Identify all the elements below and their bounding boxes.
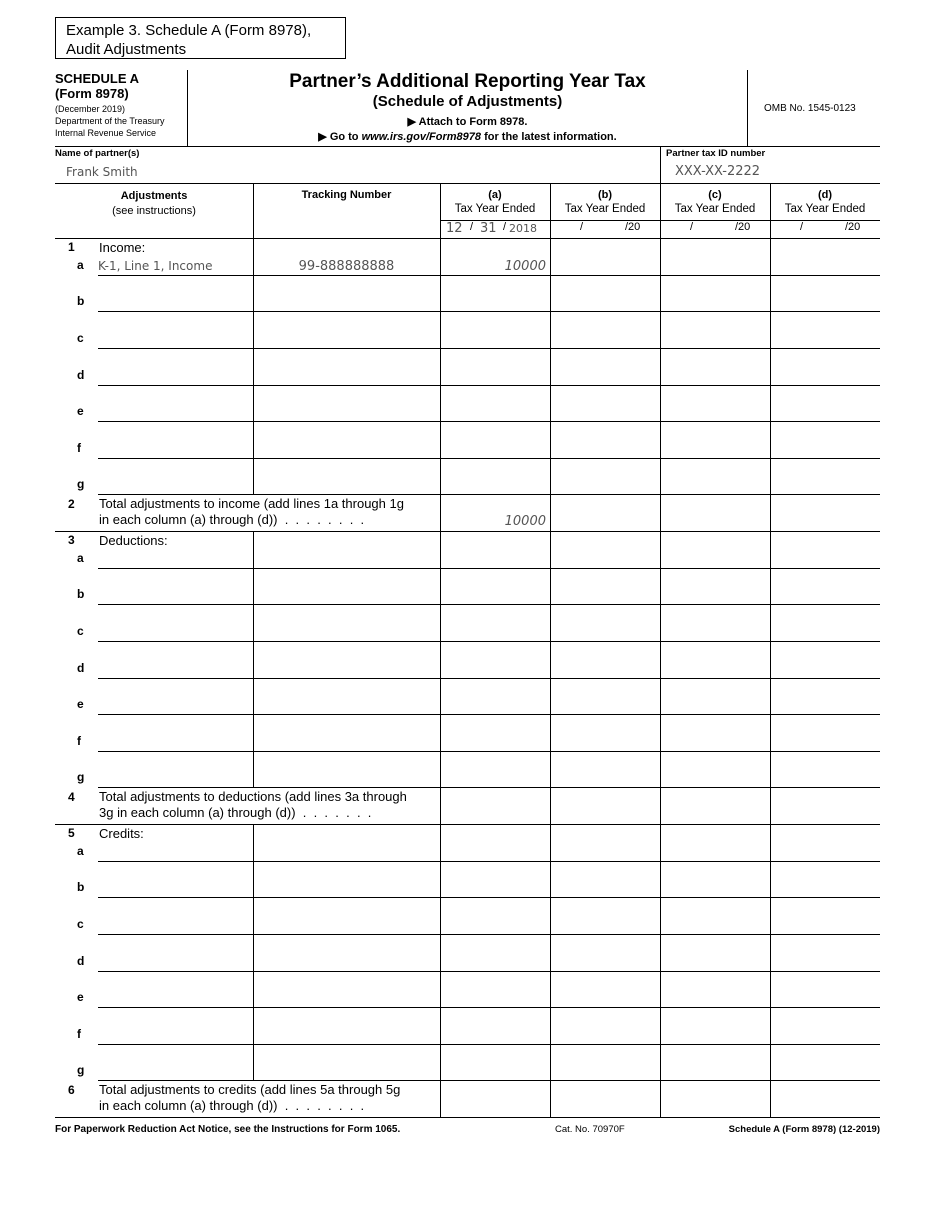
rule-line [550, 458, 551, 495]
adjustments-header-sub: (see instructions) [112, 205, 196, 217]
rule-line [98, 604, 880, 605]
line-3f-letter: f [77, 733, 81, 748]
rule-line [660, 311, 661, 348]
column-b-letter: (b) [597, 189, 613, 201]
rule-line [55, 1117, 880, 1118]
rule-line [770, 971, 771, 1008]
column-b-year-field[interactable]: /20 [625, 221, 641, 233]
rule-line [253, 751, 254, 788]
schedule-name: SCHEDULE A [55, 71, 140, 86]
rule-line [660, 348, 661, 385]
rule-line [770, 183, 771, 238]
line-5c-letter: c [77, 916, 84, 931]
rule-line [550, 714, 551, 751]
line-4-number: 4 [68, 790, 75, 805]
rule-line [550, 183, 551, 238]
rule-line [55, 238, 880, 239]
line-3-number: 3 [68, 533, 75, 547]
line-2-text-1: Total adjustments to income (add lines 1a through 1g [99, 496, 404, 512]
rule-line [98, 751, 880, 752]
line-3d-letter: d [77, 660, 85, 675]
rule-line [440, 787, 441, 824]
rule-line [253, 275, 254, 312]
rule-line [770, 494, 771, 531]
section-5-label: Credits: [99, 826, 144, 841]
rule-line [98, 568, 880, 569]
rule-line [98, 641, 880, 642]
rule-line [253, 568, 254, 605]
rule-line [253, 421, 254, 458]
rule-line [660, 824, 661, 861]
rule-line [253, 641, 254, 678]
line-5-number: 5 [68, 826, 75, 840]
rule-line [550, 238, 551, 275]
column-a-day[interactable]: 31 [480, 221, 497, 236]
rule-line [98, 275, 880, 276]
rule-line [440, 458, 441, 495]
rule-line [253, 458, 254, 495]
column-a-label: Tax Year Ended [454, 203, 536, 215]
rule-line [550, 678, 551, 715]
rule-line [770, 787, 771, 824]
line-1a-tracking-number[interactable]: 99-888888888 [298, 258, 395, 274]
department: Department of the Treasury [55, 116, 165, 126]
line-4-text-2: 3g in each column (a) through (d)) . . . . . . . [99, 805, 372, 821]
rule-line [660, 861, 661, 898]
rule-line [253, 238, 254, 275]
omb-number: OMB No. 1545-0123 [764, 103, 856, 114]
rule-line [98, 787, 880, 788]
rule-line [253, 604, 254, 641]
rule-line [660, 641, 661, 678]
rule-line [770, 641, 771, 678]
form-title: Partner’s Additional Reporting Year Tax [289, 71, 646, 92]
rule-line [550, 971, 551, 1008]
rule-line [660, 1080, 661, 1117]
example-caption-line2: Audit Adjustments [66, 41, 187, 58]
rule-line [660, 238, 661, 275]
line-5g-letter: g [77, 1063, 85, 1078]
rule-line [550, 861, 551, 898]
rule-line [98, 861, 880, 862]
rule-line [550, 421, 551, 458]
rule-line [98, 458, 880, 459]
rule-line [660, 971, 661, 1008]
rule-line [55, 824, 880, 825]
rule-line [98, 494, 880, 495]
line-5b-letter: b [77, 880, 85, 895]
rule-line [770, 861, 771, 898]
date-slash: / [470, 221, 474, 233]
rule-line [770, 568, 771, 605]
rule-line [253, 311, 254, 348]
rule-line [440, 751, 441, 788]
rule-line [440, 348, 441, 385]
line-6-text-2: in each column (a) through (d)) . . . . . . . . [99, 1098, 365, 1114]
rule-line [440, 311, 441, 348]
goto-instruction [188, 130, 747, 145]
rule-line [440, 494, 441, 531]
column-a-letter: (a) [488, 189, 502, 201]
rule-line [550, 1007, 551, 1044]
rule-line [253, 897, 254, 934]
rule-line [770, 1080, 771, 1117]
rule-line [660, 787, 661, 824]
rule-line [253, 385, 254, 422]
rule-line [253, 1044, 254, 1081]
rule-line [440, 1080, 441, 1117]
rule-line [98, 421, 880, 422]
rule-line [660, 934, 661, 971]
date-slash: / [690, 221, 694, 233]
adjustments-column-header [55, 189, 253, 219]
rule-line [550, 1080, 551, 1117]
rule-line [440, 897, 441, 934]
rule-line [440, 385, 441, 422]
rule-line [98, 385, 880, 386]
rule-line [98, 934, 880, 935]
rule-line [550, 751, 551, 788]
line-3g-letter: g [77, 770, 85, 785]
rule-line [440, 714, 441, 751]
rule-line [440, 971, 441, 1008]
rule-line [770, 311, 771, 348]
line-5f-letter: f [77, 1026, 81, 1041]
line-3c-letter: c [77, 623, 84, 638]
line-3b-letter: b [77, 587, 85, 602]
rule-line [660, 458, 661, 495]
line-3e-letter: e [77, 697, 84, 712]
rule-line [770, 421, 771, 458]
line-6-text-1: Total adjustments to credits (add lines 5a through 5g [99, 1082, 401, 1098]
section-3-label: Deductions: [99, 533, 168, 548]
partner-name-label: Name of partner(s) [55, 148, 140, 159]
rule-line [440, 824, 441, 861]
rule-line [440, 1007, 441, 1044]
partner-name-field[interactable]: Frank Smith [66, 165, 138, 179]
rule-line [550, 348, 551, 385]
line-2-text-2: in each column (a) through (d)) . . . . . . . . [99, 512, 365, 528]
line-1a-description[interactable]: K-1, Line 1, Income [98, 258, 213, 273]
form-identifier: Schedule A (Form 8978) (12-2019) [728, 1124, 880, 1135]
title-block [188, 71, 747, 145]
rule-line [98, 678, 880, 679]
line-5a-letter: a [77, 843, 84, 858]
rule-line [550, 897, 551, 934]
example-caption-line1: Example 3. Schedule A (Form 8978), [66, 22, 312, 39]
line-5d-letter: d [77, 953, 85, 968]
tracking-number-column-header: Tracking Number [301, 189, 392, 201]
line-1a-letter: a [77, 257, 84, 272]
column-a-month[interactable]: 12 [446, 221, 463, 236]
rule-line [253, 824, 254, 861]
rule-line [770, 531, 771, 568]
rule-line [550, 787, 551, 824]
column-c-year-field[interactable]: /20 [735, 221, 751, 233]
goto-suffix: for the latest information. [481, 131, 617, 143]
rule-line [98, 897, 880, 898]
rule-line [660, 678, 661, 715]
rule-line [770, 824, 771, 861]
line-1-number: 1 [68, 240, 75, 254]
form-number: (Form 8978) [55, 86, 129, 101]
rule-line [55, 531, 880, 532]
rule-line [440, 220, 550, 221]
rule-line [440, 678, 441, 715]
adjustments-header-label: Adjustments [120, 190, 188, 202]
rule-line [770, 751, 771, 788]
rule-line [550, 568, 551, 605]
rule-line [660, 1007, 661, 1044]
rule-line [660, 751, 661, 788]
rule-line [550, 385, 551, 422]
rule-line [770, 238, 771, 275]
line-1c-letter: c [77, 330, 84, 345]
line-1b-letter: b [77, 294, 85, 309]
rule-line [440, 238, 441, 275]
rule-line [770, 1044, 771, 1081]
rule-line [98, 971, 880, 972]
column-d-label: Tax Year Ended [784, 203, 866, 215]
rule-line [440, 421, 441, 458]
rule-line [98, 1080, 880, 1081]
rule-line [660, 421, 661, 458]
rule-line [440, 604, 441, 641]
rule-line [660, 183, 661, 238]
rule-line [660, 1044, 661, 1081]
goto-prefix: ▶ Go to [318, 131, 362, 143]
rule-line [770, 385, 771, 422]
rule-line [440, 1044, 441, 1081]
rule-line [660, 494, 661, 531]
rule-line [550, 934, 551, 971]
rule-line [550, 604, 551, 641]
rule-line [98, 714, 880, 715]
line-5e-letter: e [77, 990, 84, 1005]
rule-line [550, 1044, 551, 1081]
column-b-label: Tax Year Ended [564, 203, 646, 215]
rule-line [253, 531, 254, 568]
rule-line [550, 275, 551, 312]
line-1a-column-a[interactable]: 10000 [504, 258, 546, 274]
rule-line [770, 934, 771, 971]
rule-line [253, 678, 254, 715]
rule-line [98, 1007, 880, 1008]
rule-line [550, 641, 551, 678]
rule-line [253, 971, 254, 1008]
line-3a-letter: a [77, 550, 84, 565]
column-d-letter: (d) [817, 189, 833, 201]
rule-line [770, 897, 771, 934]
date-slash: / [580, 221, 584, 233]
rule-line [550, 220, 660, 221]
column-d-year-field[interactable]: /20 [845, 221, 861, 233]
rule-line [253, 861, 254, 898]
column-c-label: Tax Year Ended [674, 203, 756, 215]
agency: Internal Revenue Service [55, 128, 157, 138]
rule-line [660, 714, 661, 751]
rule-line [770, 348, 771, 385]
rule-line [770, 1007, 771, 1044]
catalog-number: Cat. No. 70970F [555, 1124, 625, 1135]
line-4-text-1: Total adjustments to deductions (add lines 3a through [99, 789, 407, 805]
rule-line [440, 183, 441, 238]
irs-link[interactable]: www.irs.gov/Form8978 [361, 131, 482, 143]
rule-line [98, 311, 880, 312]
date-slash: / [503, 221, 507, 233]
rule-line [770, 275, 771, 312]
attach-instruction: ▶ Attach to Form 8978. [407, 116, 528, 128]
rule-line [440, 275, 441, 312]
line-2-column-a[interactable]: 10000 [504, 514, 546, 529]
line-1g-letter: g [77, 477, 85, 492]
rule-line [660, 220, 770, 221]
rule-line [770, 458, 771, 495]
rule-line [253, 348, 254, 385]
partner-tax-id-label: Partner tax ID number [666, 148, 766, 159]
line-2-number: 2 [68, 497, 75, 512]
rule-line [660, 604, 661, 641]
rule-line [98, 348, 880, 349]
partner-tax-id-field[interactable]: XXX-XX-2222 [675, 164, 761, 179]
rule-line [660, 897, 661, 934]
rule-line [440, 531, 441, 568]
schedule-id-block [55, 71, 165, 139]
rule-line [440, 641, 441, 678]
line-1d-letter: d [77, 367, 85, 382]
line-1e-letter: e [77, 404, 84, 419]
column-c-letter: (c) [708, 189, 722, 201]
form-date: (December 2019) [55, 104, 126, 114]
rule-line [440, 934, 441, 971]
line-6-number: 6 [68, 1083, 75, 1098]
column-a-year[interactable]: 2018 [509, 222, 537, 235]
section-1-label: Income: [99, 240, 146, 255]
rule-line [660, 385, 661, 422]
rule-line [660, 568, 661, 605]
rule-line [770, 714, 771, 751]
rule-line [550, 311, 551, 348]
rule-line [550, 494, 551, 531]
rule-line [770, 220, 880, 221]
rule-line [253, 934, 254, 971]
rule-line [550, 531, 551, 568]
rule-line [98, 1044, 880, 1045]
date-slash: / [800, 221, 804, 233]
example-caption-box [55, 17, 346, 59]
rule-line [770, 678, 771, 715]
rule-line [253, 714, 254, 751]
rule-line [440, 861, 441, 898]
line-1f-letter: f [77, 440, 81, 455]
rule-line [253, 1007, 254, 1044]
rule-line [440, 568, 441, 605]
paperwork-notice: For Paperwork Reduction Act Notice, see the Instructions for Form 1065. [55, 1124, 401, 1135]
rule-line [253, 183, 254, 238]
form-subtitle: (Schedule of Adjustments) [372, 93, 563, 110]
rule-line [660, 275, 661, 312]
rule-line [770, 604, 771, 641]
rule-line [660, 531, 661, 568]
rule-line [550, 824, 551, 861]
